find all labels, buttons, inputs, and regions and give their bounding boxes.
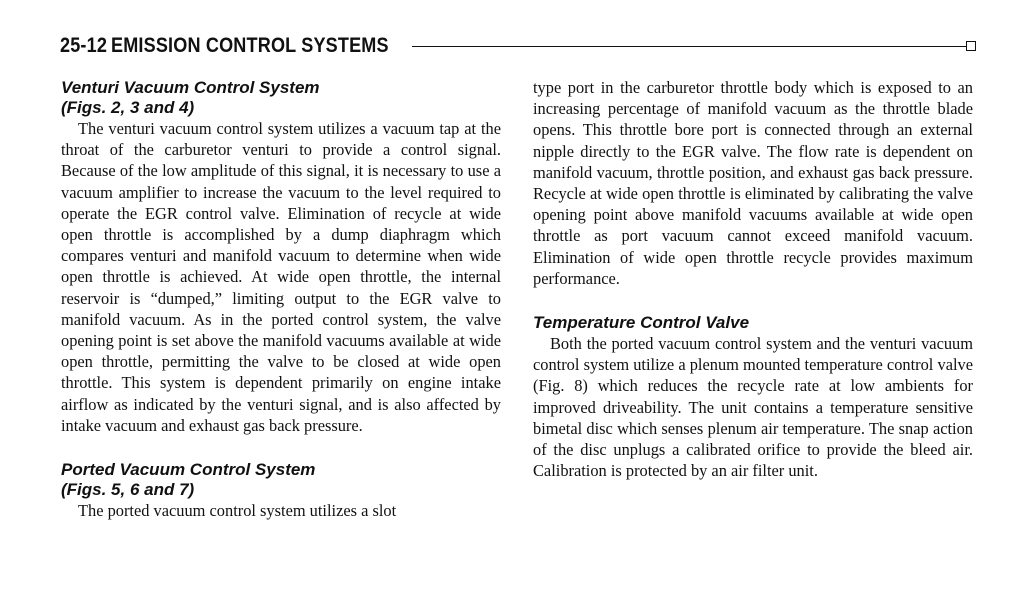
header-rule — [412, 46, 966, 47]
temperature-body-paragraph: Both the ported vacuum control system and the venturi vacuum control system utilize a plenum mounted temperature control valve (Fig. 8) which reduces the recycle rate at low ambients for improved driveability. The unit contains a temperature sensitive bimetal disc which senses plenum air temperature. The snap action of the disc unplugs a calibrated orifice to provide the bleed air. Calibration is protected by an air filter unit. — [533, 334, 973, 481]
ported-continuation-paragraph: type port in the carburetor throttle body which is exposed to an increasing percentage of manifold vacuum as the throttle blade opens. This throttle bore port is connected through an external nipple directly to the EGR valve. The flow rate is dependent on manifold vacuum, throttle position, and exhaust gas back pressure. Recycle at wide open throttle is eliminated by calibrating the valve opening point above manifold vacuums available at wide open throttle as port vacuum cannot exceed manifold vacuum. Elimination of wide open throttle recycle provides maximum performance. — [533, 78, 973, 288]
venturi-heading-line2: (Figs. 2, 3 and 4) — [61, 98, 195, 117]
ported-body-paragraph: The ported vacuum control system utilizes a slot — [78, 501, 397, 521]
ported-heading-line2: (Figs. 5, 6 and 7) — [61, 480, 195, 500]
section-spacer — [533, 289, 973, 313]
temperature-heading: Temperature Control Valve — [533, 313, 750, 333]
page-header — [60, 33, 976, 59]
section-title: EMISSION CONTROL SYSTEMS — [110, 34, 389, 57]
section-spacer — [61, 436, 501, 460]
venturi-body-paragraph: The venturi vacuum control system utilizes a vacuum tap at the throat of the carburetor venturi to provide a control signal. Because of the low amplitude of this signal, it is necessary to use a vacuum amplifier to increase the vacuum to the level required to operate the EGR control valve. Elimination of recycle at wide open throttle is accomplished by a dump diaphragm which compares venturi and manifold vacuum to determine when wide open throttle is achieved. At wide open throttle, the internal reservoir is “dumped,” limiting output to the EGR valve to manifold vacuum. As in the ported control system, the valve opening point is set above the manifold vacuums available at wide open throttle, permitting the valve to be closed at wide open throttle. This system is dependent primarily on engine intake airflow as indicated by the venturi signal, and is also affected by intake vacuum and exhaust gas back pressure. — [61, 119, 501, 435]
header-box-mark — [966, 41, 976, 51]
venturi-heading-line1: Venturi Vacuum Control System — [61, 78, 320, 97]
left-column — [61, 78, 501, 521]
right-column — [533, 77, 973, 481]
page-number: 25-12 — [60, 34, 108, 57]
ported-heading-line1: Ported Vacuum Control System — [61, 460, 316, 480]
